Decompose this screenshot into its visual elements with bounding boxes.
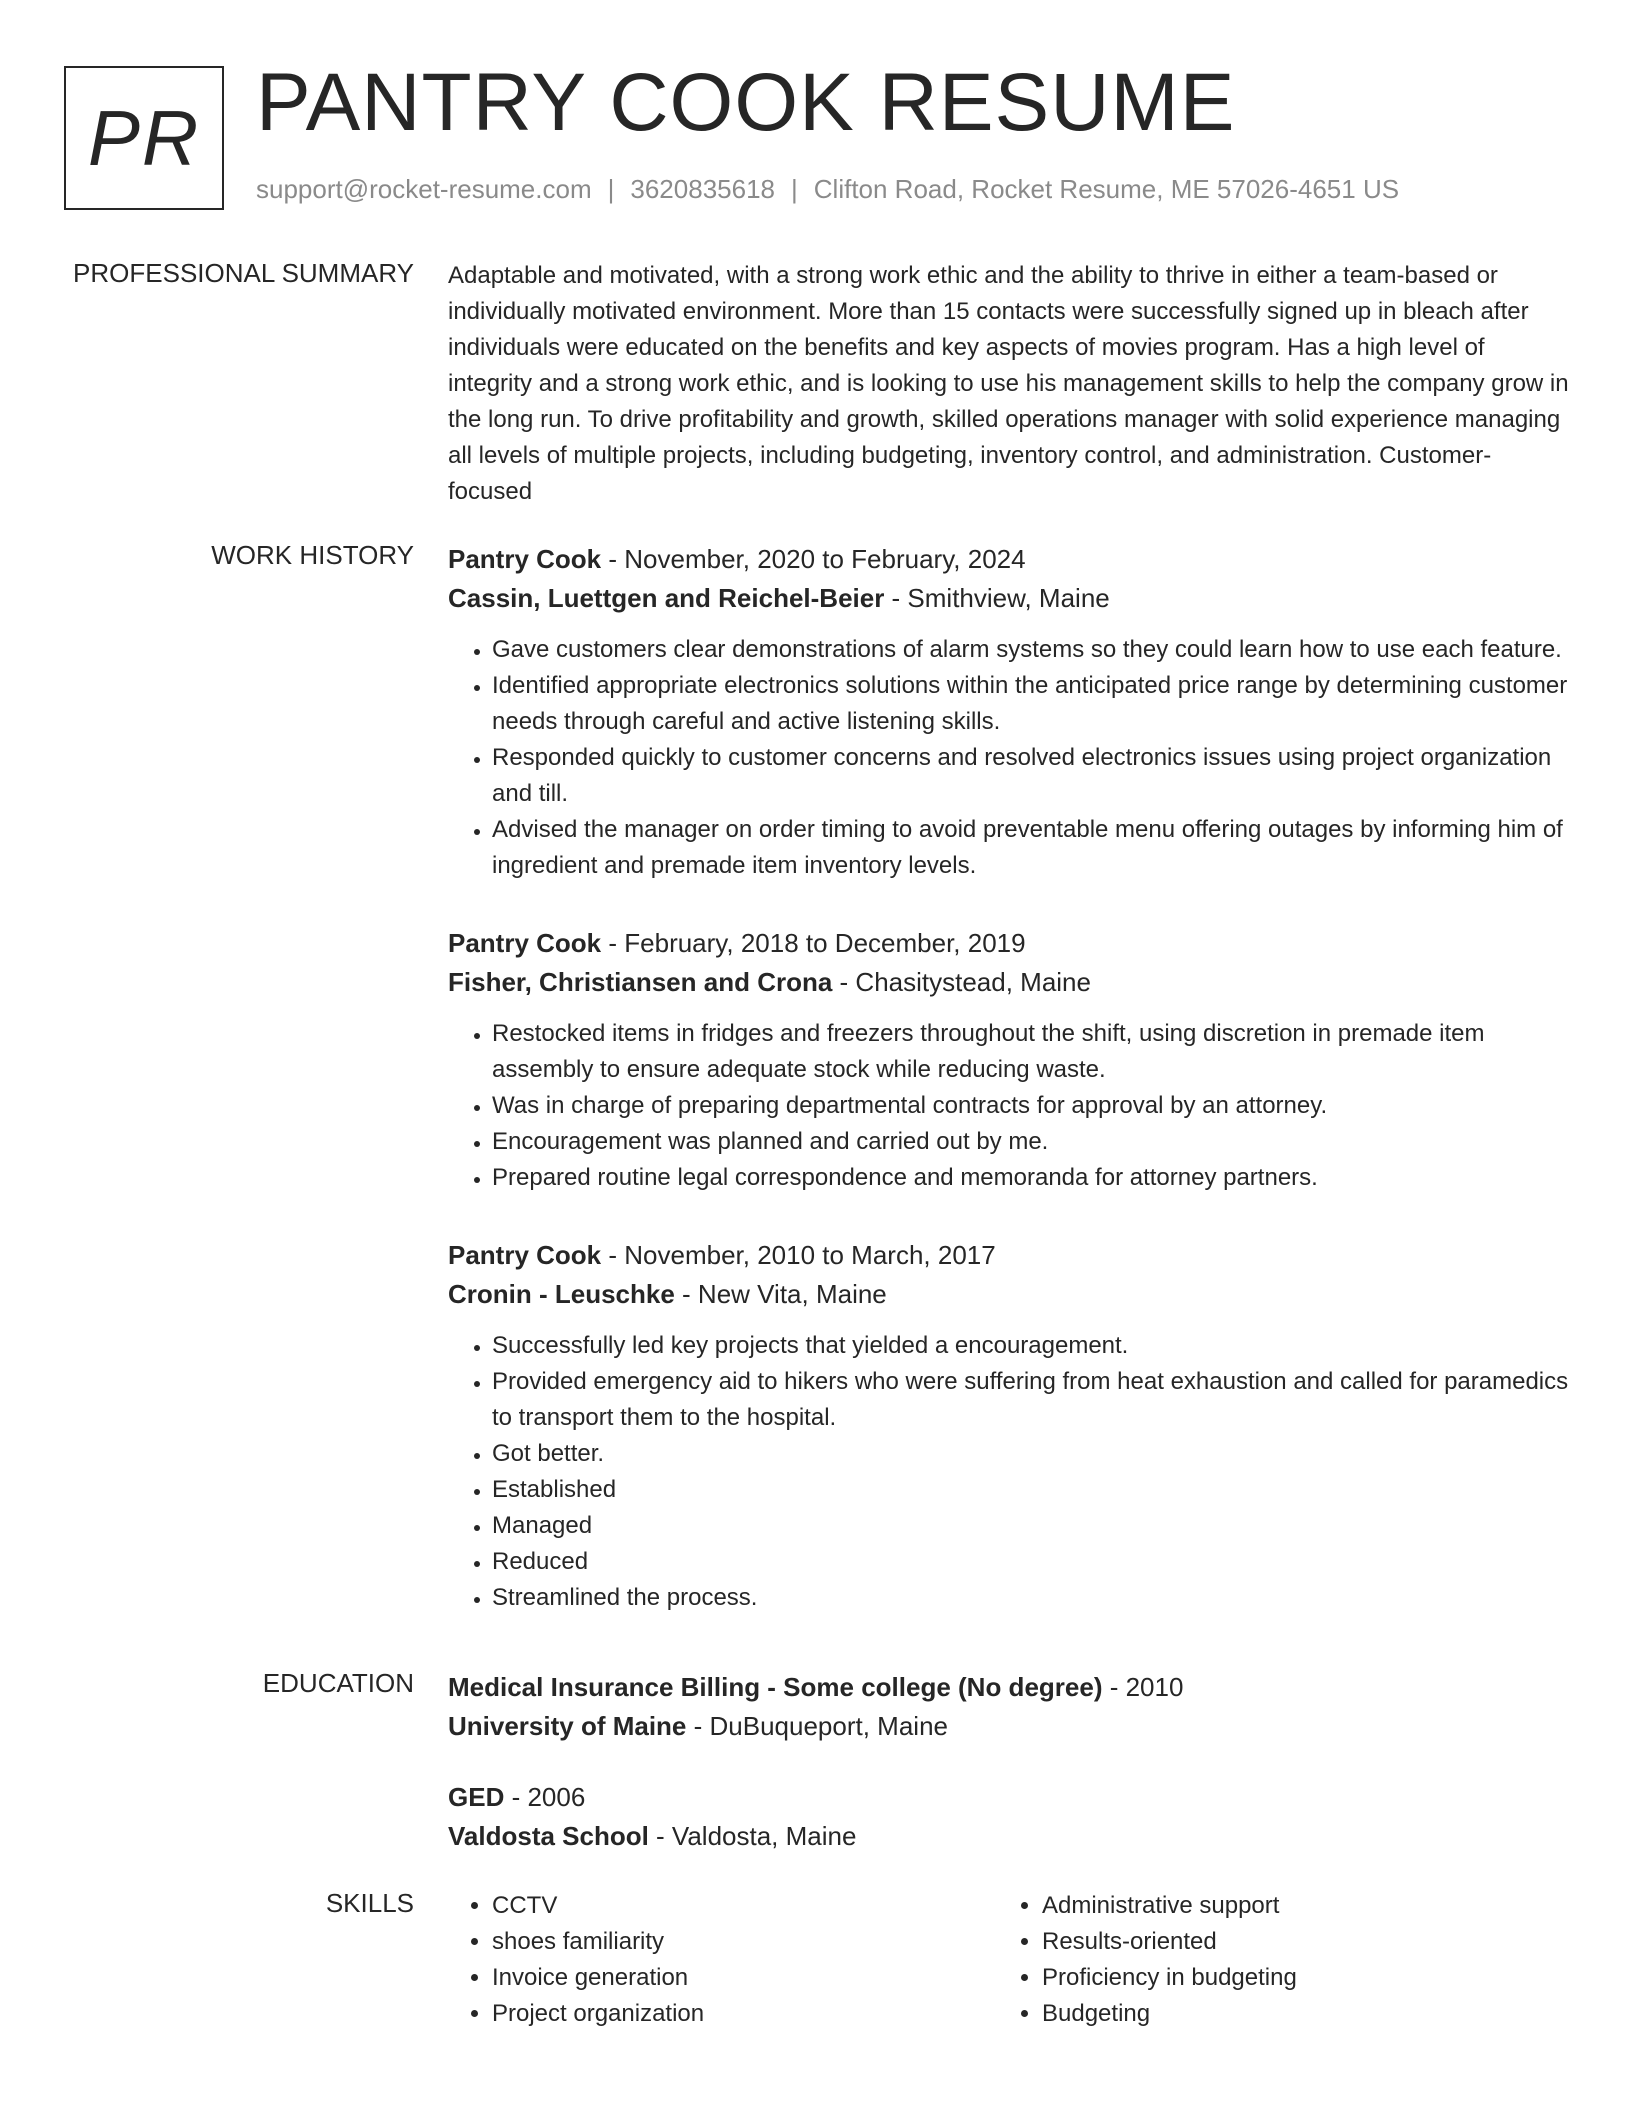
- contact-line: [256, 174, 1399, 205]
- job-bullets: [448, 1016, 1572, 1196]
- list-item: • Got better.: [492, 1436, 1572, 1472]
- job-company-line: [448, 963, 1572, 1002]
- education-school-line: [448, 1707, 1572, 1746]
- skills-column-right: [998, 1888, 1548, 2032]
- job-company: Cassin, Luettgen and Reichel-Beier: [448, 583, 885, 613]
- section-label-work-history: WORK HISTORY: [211, 540, 414, 570]
- work-history-list: [448, 540, 1572, 1656]
- education-year: - 2010: [1102, 1672, 1184, 1702]
- summary-section: [64, 258, 1572, 510]
- skill-item: • Results-oriented: [1042, 1924, 1548, 1960]
- list-item: • Prepared routine legal correspondence and memoranda for attorney partners.: [492, 1160, 1572, 1196]
- work-history-section: [64, 540, 1572, 1656]
- contact-phone[interactable]: 3620835618: [630, 174, 775, 204]
- job-dates: - February, 2018 to December, 2019: [601, 928, 1026, 958]
- list-item: • Provided emergency aid to hikers who were suffering from heat exhaustion and called for paramedics to transport them to the hospital.: [492, 1364, 1572, 1436]
- job-bullets: [448, 1328, 1572, 1616]
- job-location: - Chasitystead, Maine: [832, 967, 1091, 997]
- job-entry: [448, 1236, 1572, 1616]
- job-entry: [448, 924, 1572, 1196]
- education-school: University of Maine: [448, 1711, 687, 1741]
- list-item: • Reduced: [492, 1544, 1572, 1580]
- list-item: • Restocked items in fridges and freezers throughout the shift, using discretion in premade item assembly to ensure adequate stock while reducing waste.: [492, 1016, 1572, 1088]
- job-title: Pantry Cook: [448, 1240, 602, 1270]
- job-title-line: [448, 1236, 1572, 1275]
- education-section: [64, 1668, 1572, 1888]
- list-item: • Established: [492, 1472, 1572, 1508]
- section-label-summary: PROFESSIONAL SUMMARY: [73, 258, 414, 288]
- contact-separator: |: [791, 174, 798, 204]
- resume-title: PANTRY COOK RESUME: [256, 57, 1236, 148]
- skills-list: [448, 1888, 1572, 2032]
- education-list: [448, 1668, 1572, 1888]
- contact-address: Clifton Road, Rocket Resume, ME 57026-4651 US: [813, 174, 1400, 204]
- job-company: Fisher, Christiansen and Crona: [448, 967, 833, 997]
- skill-item: • shoes familiarity: [492, 1924, 998, 1960]
- education-school-line: [448, 1817, 1572, 1856]
- contact-email[interactable]: support@rocket-resume.com: [256, 174, 592, 204]
- job-company: Cronin - Leuschke: [448, 1279, 675, 1309]
- contact-separator: |: [607, 174, 615, 204]
- list-item: • Identified appropriate electronics solutions within the anticipated price range by determining customer needs through careful and active listening skills.: [492, 668, 1572, 740]
- skills-column-left: [448, 1888, 998, 2032]
- job-entry: [448, 540, 1572, 884]
- education-location: - DuBuqueport, Maine: [686, 1711, 948, 1741]
- education-location: - Valdosta, Maine: [648, 1821, 857, 1851]
- section-label-education: EDUCATION: [262, 1668, 414, 1698]
- skill-item: • Administrative support: [1042, 1888, 1548, 1924]
- job-title: Pantry Cook: [448, 928, 602, 958]
- education-year: - 2006: [504, 1782, 586, 1812]
- job-dates: - November, 2020 to February, 2024: [601, 544, 1026, 574]
- job-title-line: [448, 924, 1572, 963]
- list-item: • Gave customers clear demonstrations of alarm systems so they could learn how to use each feature.: [492, 632, 1572, 668]
- job-dates: - November, 2010 to March, 2017: [601, 1240, 996, 1270]
- skill-item: • Budgeting: [1042, 1996, 1548, 2032]
- education-entry: [448, 1668, 1572, 1746]
- summary-text: Adaptable and motivated, with a strong work ethic and the ability to thrive in either a team-based or individually motivated environment. More than 15 contacts were successfully signed up in bleach after individuals were educated on the benefits and key aspects of movies program. Has a high level of integrity and a strong work ethic, and is looking to use his management skills to help the company grow in the long run. To drive profitability and growth, skilled operations manager with solid experience managing all levels of multiple projects, including budgeting, inventory control, and administration. Customer-focused: [448, 262, 1569, 505]
- job-title: Pantry Cook: [448, 544, 602, 574]
- education-degree: GED: [448, 1782, 505, 1812]
- skill-item: • CCTV: [492, 1888, 998, 1924]
- list-item: • Responded quickly to customer concerns and resolved electronics issues using project organization and till.: [492, 740, 1572, 812]
- list-item: • Managed: [492, 1508, 1572, 1544]
- skills-section: [64, 1888, 1572, 2032]
- job-bullets: [448, 632, 1572, 884]
- monogram-logo: PR: [64, 66, 224, 210]
- skill-item: • Invoice generation: [492, 1960, 998, 1996]
- job-location: - New Vita, Maine: [674, 1279, 887, 1309]
- job-title-line: [448, 540, 1572, 579]
- skill-item: • Proficiency in budgeting: [1042, 1960, 1548, 1996]
- list-item: • Advised the manager on order timing to avoid preventable menu offering outages by informing him of ingredient and premade item inventory levels.: [492, 812, 1572, 884]
- education-degree-line: [448, 1778, 1572, 1817]
- job-location: - Smithview, Maine: [884, 583, 1110, 613]
- list-item: • Successfully led key projects that yielded a encouragement.: [492, 1328, 1572, 1364]
- job-company-line: [448, 1275, 1572, 1314]
- list-item: • Streamlined the process.: [492, 1580, 1572, 1616]
- education-degree: Medical Insurance Billing - Some college (No degree): [448, 1672, 1103, 1702]
- skill-item: • Project organization: [492, 1996, 998, 2032]
- education-school: Valdosta School: [448, 1821, 649, 1851]
- education-degree-line: [448, 1668, 1572, 1707]
- section-label-skills: SKILLS: [325, 1888, 414, 1918]
- education-entry: [448, 1778, 1572, 1856]
- list-item: • Was in charge of preparing departmental contracts for approval by an attorney.: [492, 1088, 1572, 1124]
- job-company-line: [448, 579, 1572, 618]
- list-item: • Encouragement was planned and carried out by me.: [492, 1124, 1572, 1160]
